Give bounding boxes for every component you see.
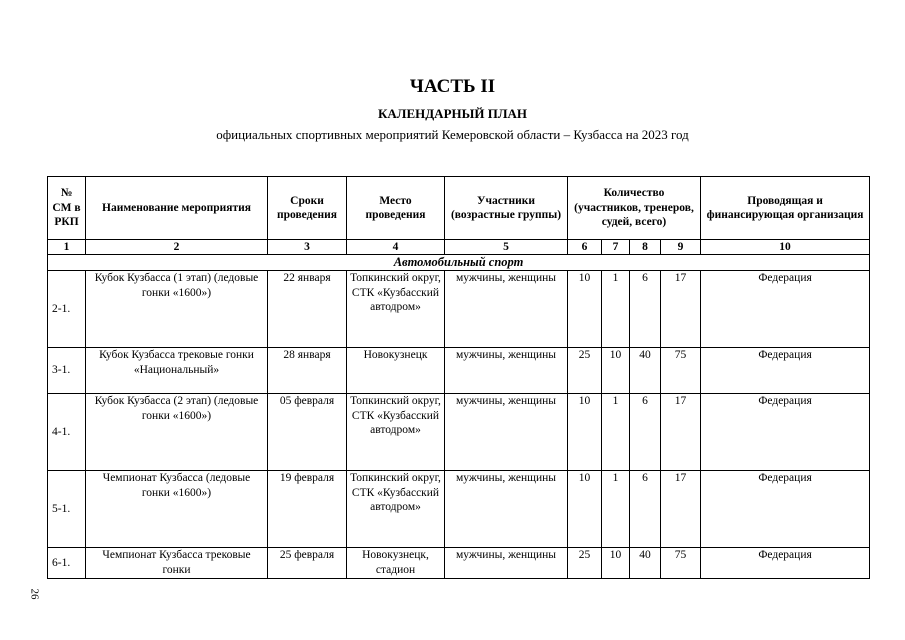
event-name: Кубок Кузбасса (1 этап) (ледовые гонки «1600») [86,271,268,348]
count-total: 75 [661,548,701,579]
col-number: 6 [568,240,602,255]
event-date: 25 февраля [268,548,347,579]
col-number: 10 [701,240,870,255]
col-number: 8 [630,240,661,255]
header-name: Наименование мероприятия [86,177,268,240]
count-participants: 25 [568,548,602,579]
table-row [48,394,870,471]
col-number: 7 [602,240,630,255]
count-judges: 6 [630,471,661,548]
table-row [48,471,870,548]
event-org: Федерация [701,471,870,548]
event-date: 05 февраля [268,394,347,471]
plan-subtitle: официальных спортивных мероприятий Кемеровской области – Кузбасса на 2023 год [216,127,689,142]
header-no: № СМ в РКП [48,177,86,240]
event-place: Новокузнецк, стадион [347,548,445,579]
event-date: 22 января [268,271,347,348]
event-date: 19 февраля [268,471,347,548]
event-name: Чемпионат Кузбасса трековые гонки [86,548,268,579]
table-row [48,548,870,579]
count-participants: 10 [568,471,602,548]
event-number: 4-1. [48,394,86,471]
event-org: Федерация [701,271,870,348]
header-row [48,177,870,240]
event-participants: мужчины, женщины [445,394,568,471]
event-participants: мужчины, женщины [445,471,568,548]
col-number: 9 [661,240,701,255]
count-judges: 6 [630,271,661,348]
count-participants: 25 [568,348,602,394]
count-coaches: 10 [602,548,630,579]
event-participants: мужчины, женщины [445,548,568,579]
count-participants: 10 [568,271,602,348]
col-number: 2 [86,240,268,255]
header-dates: Сроки проведения [268,177,347,240]
count-coaches: 10 [602,348,630,394]
event-place: Топкинский округ, СТК «Кузбасский автодром» [347,394,445,471]
count-total: 17 [661,471,701,548]
page-number: 26 [28,588,41,600]
count-total: 75 [661,348,701,394]
section-row [48,255,870,271]
event-org: Федерация [701,348,870,394]
count-judges: 6 [630,394,661,471]
col-number: 1 [48,240,86,255]
event-number: 3-1. [48,348,86,394]
event-org: Федерация [701,394,870,471]
event-org: Федерация [701,548,870,579]
header-place: Место проведения [347,177,445,240]
count-judges: 40 [630,348,661,394]
count-coaches: 1 [602,471,630,548]
count-total: 17 [661,394,701,471]
event-participants: мужчины, женщины [445,348,568,394]
event-date: 28 января [268,348,347,394]
event-name: Чемпионат Кузбасса (ледовые гонки «1600») [86,471,268,548]
count-total: 17 [661,271,701,348]
event-name: Кубок Кузбасса (2 этап) (ледовые гонки «1600») [86,394,268,471]
count-judges: 40 [630,548,661,579]
event-number: 2-1. [48,271,86,348]
col-number: 5 [445,240,568,255]
part-title: ЧАСТЬ II [409,76,496,97]
col-number: 4 [347,240,445,255]
event-place: Топкинский округ, СТК «Кузбасский автодром» [347,271,445,348]
count-coaches: 1 [602,394,630,471]
event-name: Кубок Кузбасса трековые гонки «Национальный» [86,348,268,394]
plan-title: КАЛЕНДАРНЫЙ ПЛАН [377,106,528,121]
event-number: 5-1. [48,471,86,548]
event-participants: мужчины, женщины [445,271,568,348]
count-coaches: 1 [602,271,630,348]
event-place: Новокузнецк [347,348,445,394]
table-row [48,271,870,348]
col-number: 3 [268,240,347,255]
column-numbers-row [48,240,870,255]
header-participants: Участники (возрастные группы) [445,177,568,240]
event-number: 6-1. [48,548,86,579]
table-row [48,348,870,394]
section-title: Автомобильный спорт [48,255,870,271]
header-org: Проводящая и финансирующая организация [701,177,870,240]
event-place: Топкинский округ, СТК «Кузбасский автодром» [347,471,445,548]
count-participants: 10 [568,394,602,471]
header-count: Количество (участников, тренеров, судей, всего) [568,177,701,240]
calendar-table [47,176,870,579]
